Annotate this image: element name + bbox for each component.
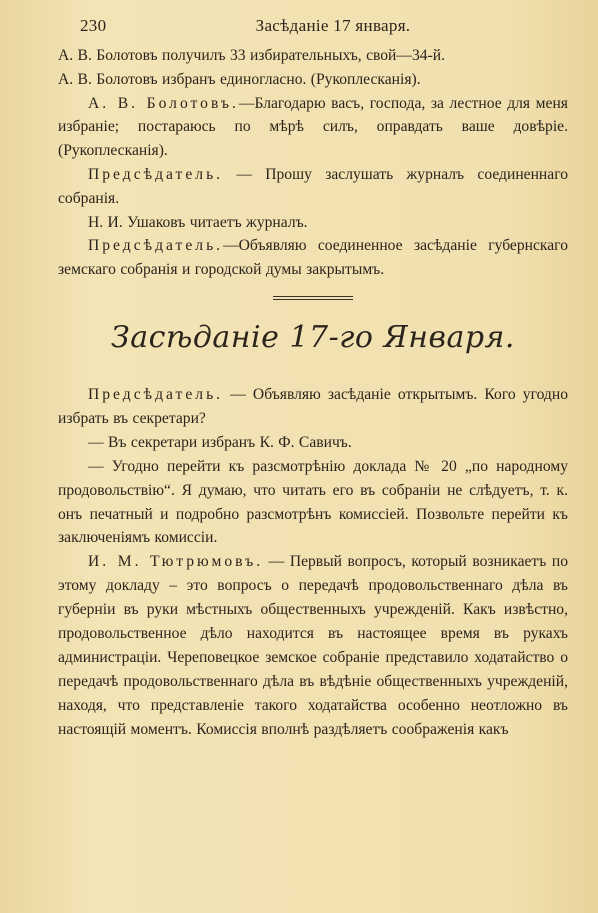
paragraph-text: А. В. Болотовъ получилъ 33 избирательныхъ, свой—34-й. bbox=[58, 47, 446, 64]
speaker-name: Предсѣдатель. bbox=[88, 385, 224, 403]
running-head bbox=[58, 16, 568, 44]
paragraph bbox=[58, 383, 568, 431]
paragraph-text: —Благодарю васъ, господа, за лестное для меня избраніе; постараюсь по мѣрѣ силъ, оправдать ваше довѣріе. (Рукоплесканія). bbox=[58, 94, 568, 160]
bottom-text-block bbox=[58, 383, 568, 742]
paragraph bbox=[58, 163, 568, 211]
paragraph bbox=[58, 234, 568, 282]
paragraph-text: — Первый вопросъ, который возникаетъ по этому докладу – это вопросъ о передачѣ продовольственнаго дѣла въ губерніи въ руки мѣстныхъ общественныхъ учрежденій. Какъ извѣстно, продовольственное дѣло находится въ настоящее время въ рукахъ администраціи. Череповецкое земское собраніе представило ходатайство о передачѣ продовольственнаго дѣла въ вѣдѣніе общественныхъ учрежденій, находя, что представленіе такого ходатайства особенно неотложно въ настоящій моментъ. Комиссія вполнѣ раздѣляетъ соображенія какъ bbox=[58, 553, 568, 738]
paragraph-text: — Угодно перейти къ разсмотрѣнію доклада № 20 „по народному продовольствію“. Я думаю, что читать его въ собраніи не слѣдуетъ, т. к. онъ печатный и подробно разсмотрѣнъ комиссіей. Позвольте перейти къ заключеніямъ комиссіи. bbox=[58, 457, 568, 547]
paragraph-text: —Объявляю соединенное засѣданіе губернскаго земскаго собранія и городской думы закрытымъ. bbox=[58, 237, 568, 279]
paragraph bbox=[58, 431, 568, 455]
paragraph bbox=[58, 211, 568, 235]
paragraph-text: — Прошу заслушать журналъ соединеннаго собранія. bbox=[58, 165, 568, 207]
paragraph bbox=[58, 68, 568, 92]
top-text-block bbox=[58, 44, 568, 282]
paragraph-text: А. В. Болотовъ избранъ единогласно. (Рукоплесканія). bbox=[58, 70, 421, 88]
paragraph-text: — Въ секретари избранъ К. Ф. Савичъ. bbox=[88, 433, 352, 451]
speaker-name: Предсѣдатель. bbox=[88, 237, 224, 255]
page-number: 230 bbox=[80, 16, 107, 35]
paragraph bbox=[58, 44, 568, 68]
paragraph-text: — Объявляю засѣданіе открытымъ. Кого угодно избрать въ секретари? bbox=[58, 385, 568, 427]
paragraph bbox=[58, 550, 568, 741]
section-title: Засѣданіе 17-го Января. bbox=[111, 319, 515, 355]
divider-rule bbox=[273, 296, 353, 300]
speaker-name: И. М. Тютрюмовъ. bbox=[88, 553, 264, 571]
paragraph-text: Н. И. Ушаковъ читаетъ журналъ. bbox=[88, 213, 308, 231]
running-title: Засѣданіе 17 января. bbox=[255, 16, 411, 35]
paragraph bbox=[58, 92, 568, 163]
speaker-name: Предсѣдатель. bbox=[88, 165, 224, 183]
paragraph bbox=[58, 455, 568, 551]
speaker-name: А. В. Болотовъ. bbox=[88, 94, 239, 112]
